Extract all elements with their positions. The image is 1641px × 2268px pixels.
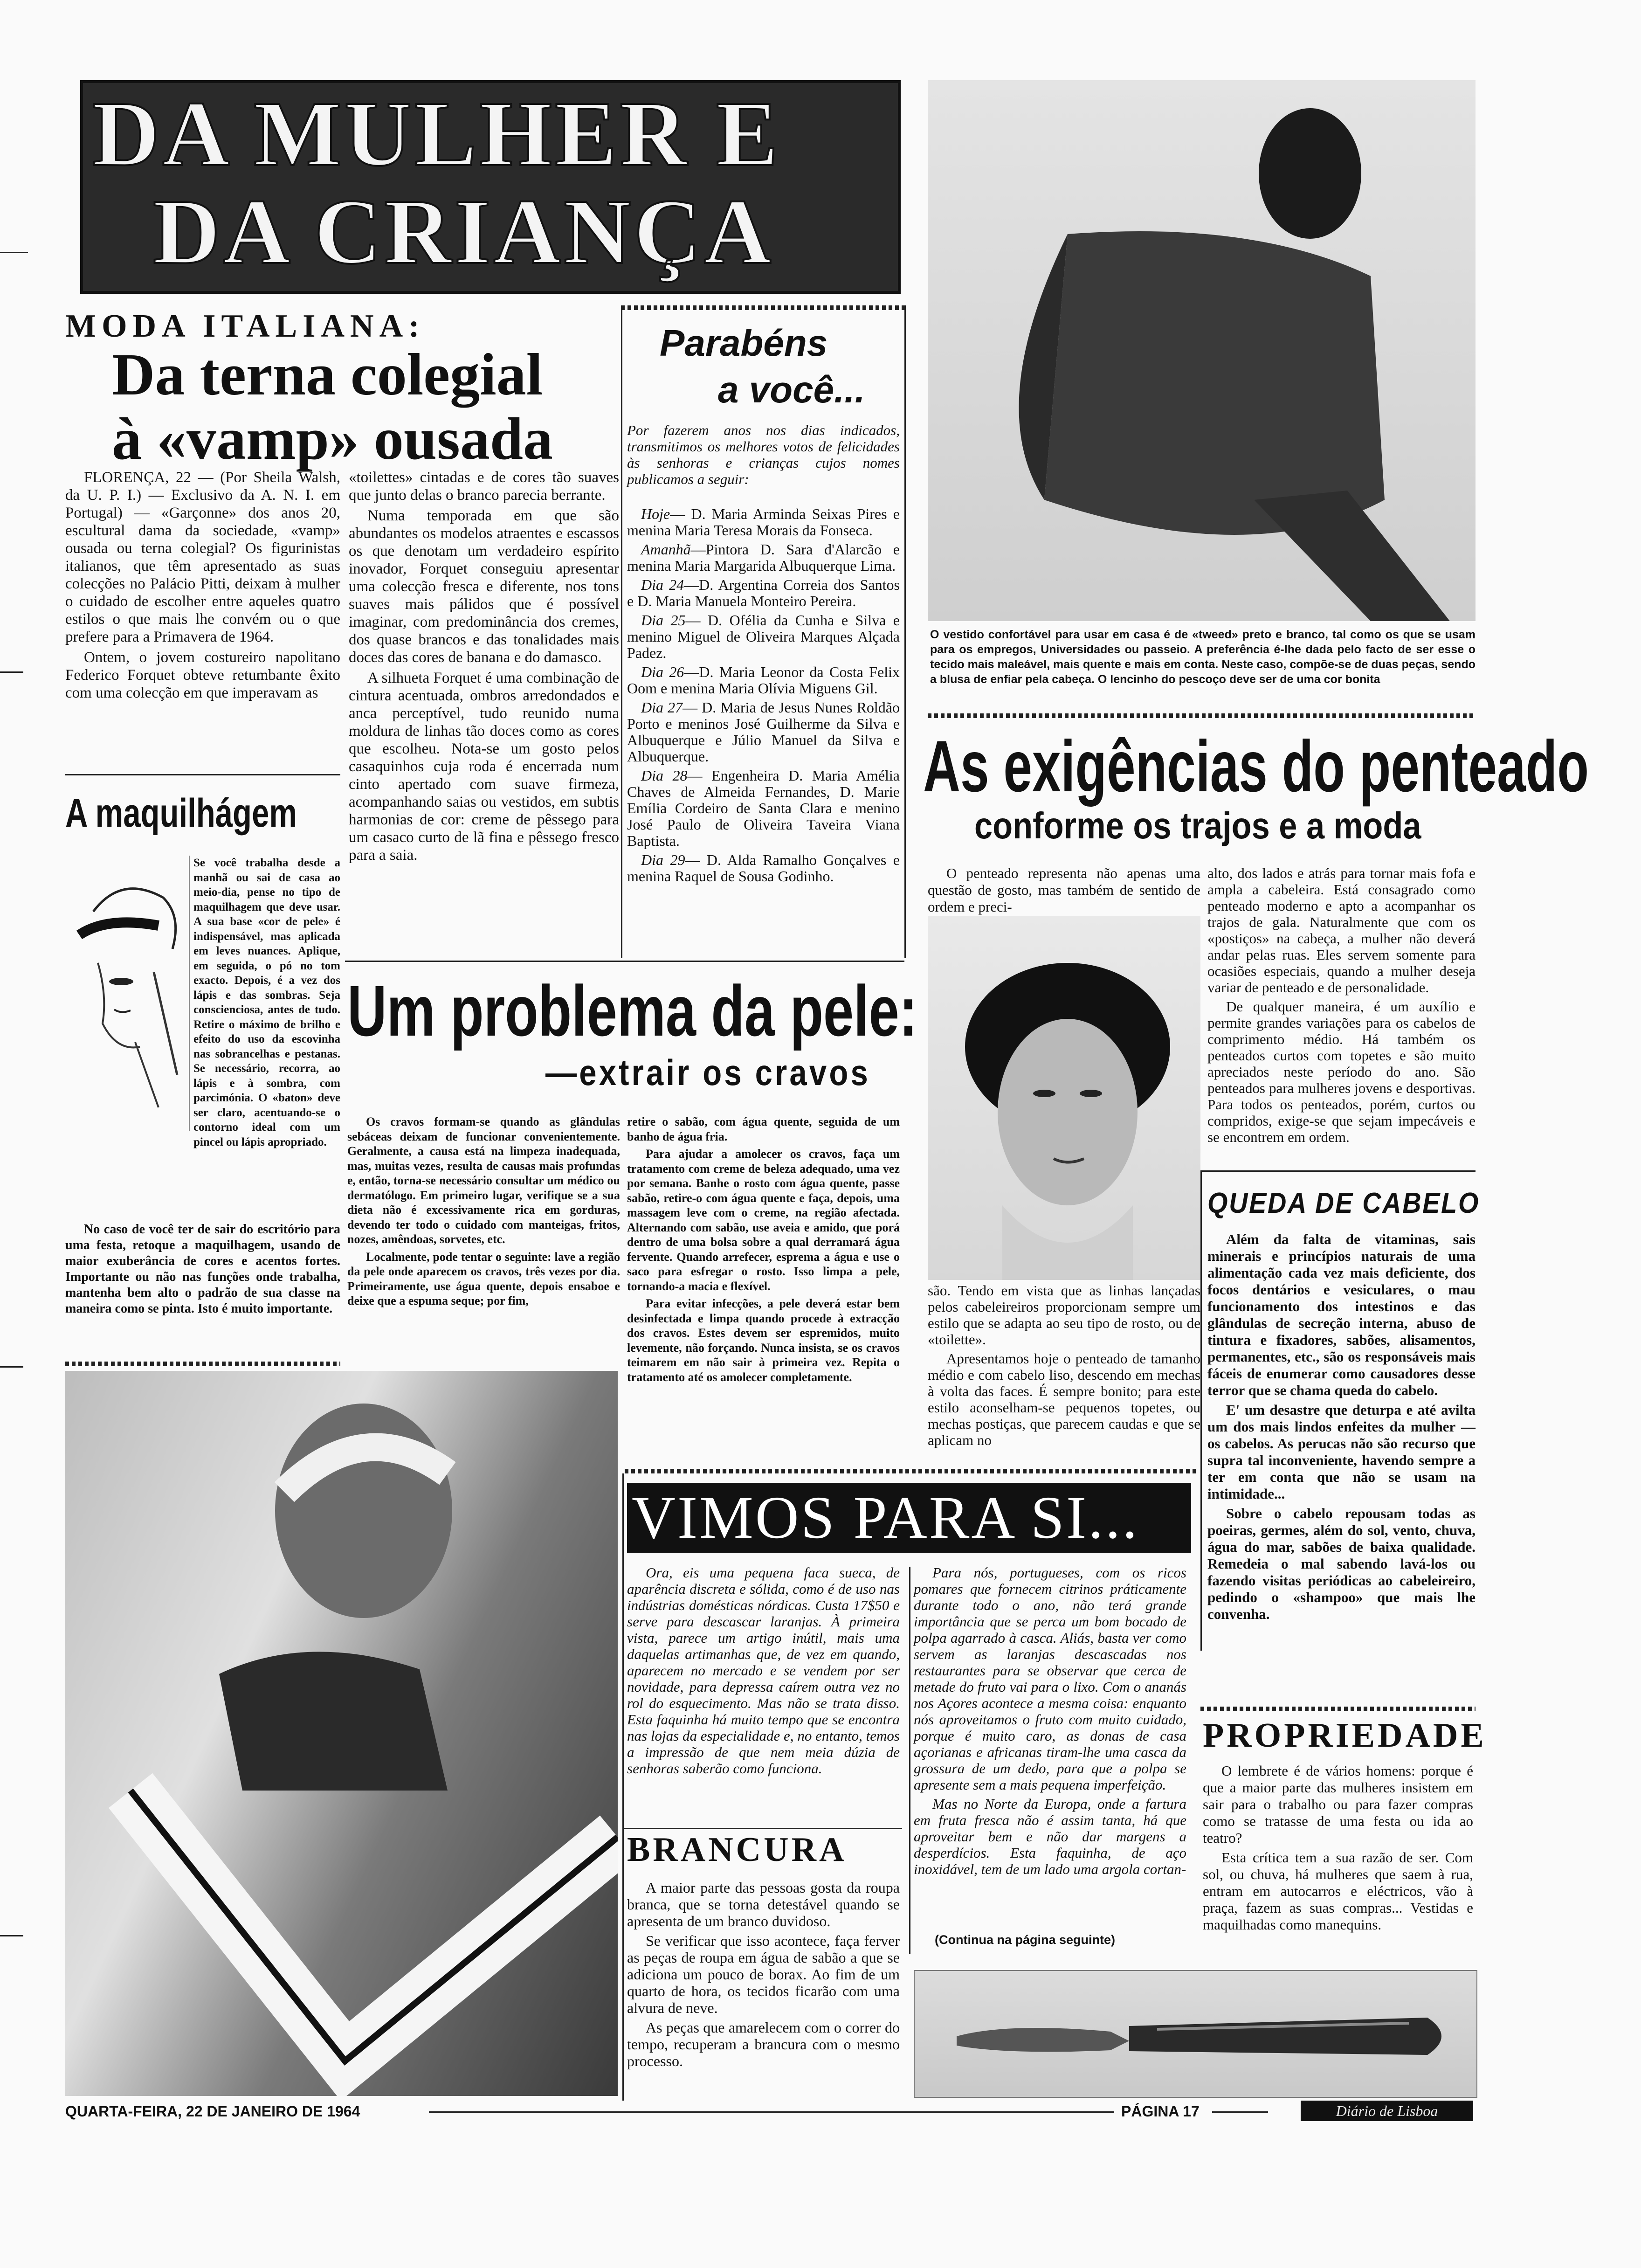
queda-rule (1200, 1170, 1476, 1172)
parabens-names: — Engenheira D. Maria Amélia Chaves de Almeida Fernandes, D. Marie Emília Cordeiro de Santa Clara e menino José Paulo de Oliveira Taveira Viana Baptista. (627, 767, 900, 849)
parabens-day: Dia 28 (641, 767, 688, 784)
parabens-day: Dia 27 (641, 699, 683, 716)
pele-rule-top (345, 961, 904, 962)
column-rule (909, 1567, 910, 1954)
banner-line-1: DA MULHER E (92, 83, 781, 186)
propriedade-paragraph: Esta crítica tem a sua razão de ser. Com sol, ou chuva, há mulheres que saem à rua, entram em autocarros e eléctricos, vão à praça, fazem as suas compras... Vestidas e maquilhadas como manequins. (1203, 1849, 1473, 1933)
propriedade-border (1200, 1707, 1476, 1711)
parabens-day: Dia 24 (641, 576, 684, 593)
footer-date: QUARTA-FEIRA, 22 DE JANEIRO DE 1964 (65, 2103, 360, 2120)
queda-paragraph: Sobre o cabelo repousam todas as poeiras, germes, além do sol, vento, chuva, água do mar, sabões de baixa qualidade. Remedeia o mal sabendo lavá-los ou fazendo visitas periódicas ao cabeleireiro, pedindo o «shampoo» que mais lhe convenha. (1207, 1505, 1476, 1622)
pele-paragraph: Para ajudar a amolecer os cravos, faça um tratamento com creme de beleza adequado, uma vez por semana. Banhe o rosto com água quente, passe sabão, retire-o com água quente e faça, depois, uma massagem leve com o creme, na região afectada. Alternando com sabão, use aveia e amido, que porá dentro de uma bolsa sobre a qual derramará água fervente. Quando arrefecer, esprema a água e use o saco para esfregar o rosto. Isso limpa a pele, tornando-a macia e flexível. (627, 1147, 900, 1293)
footer-masthead: Diário de Lisboa (1301, 2101, 1473, 2121)
penteado-paragraph: De qualquer maneira, é um auxílio e permite grandes variações para os cabelos de comprimento médio. Há também os penteados curtos com topetes e são muito apreciados neste período do ano. São penteados para mulheres jovens e desportivas. Para todos os penteados, porém, curtos ou compridos, exige-se que sejam impecáveis e se encontrem em ordem. (1207, 998, 1476, 1145)
pele-paragraph: retire o sabão, com água quente, seguida de um banho de água fria. (627, 1115, 900, 1143)
penteado-column-1 (928, 1282, 1200, 1451)
woman-with-collar-illustration-icon (65, 1371, 618, 2096)
vimos-column-1: Ora, eis uma pequena faca sueca, de aparência discreta e sólida, como é de uso nas indústrias domésticas nórdicas. Custa 17$50 e serve para descascar laranjas. À primeira vista, parece um artigo inútil, mais uma daquelas artimanhas que, de vez em quando, aparecem no mercado e se vendem por ser novidade, para depressa caírem outra vez no rol do esquecimento. Mas não se trata disso. Esta faquinha há muito tempo que se encontra nas lojas da especialidade e, no entanto, temos a impressão de que nem meia dúzia de senhoras saberão como funciona. (627, 1564, 900, 1777)
brancura-paragraph: A maior parte das pessoas gosta da roupa branca, que se torna detestável quando se apresenta de um branco duvidoso. (627, 1879, 900, 1929)
pele-column-2 (627, 1114, 900, 1387)
pele-title: Um problema da pele: (347, 971, 917, 1051)
queda-paragraph: Além da falta de vitaminas, sais minerais e princípios naturais de uma alimentação cada vez mais deficiente, dos focos dentários e vesiculares, o mau funcionamento dos intestinos e das glândulas de secreção interna, abuso de tintura e fixadores, sabões, alisamentos, permanentes, etc., são os responsáveis mais fáceis de enumerar como causadores desse terror que se chama queda do cabelo. (1207, 1231, 1476, 1398)
pele-paragraph: Localmente, pode tentar o seguinte: lave a região da pele onde aparecem os cravos, três vezes por dia. Primeiramente, use água quente, depois ensaboe e deixe que a espuma seque; por fim, (347, 1250, 620, 1307)
penteado-title: As exigências do penteado (923, 726, 1589, 807)
parabens-title-1: Parabéns (660, 322, 828, 364)
edge-mark (0, 1366, 23, 1368)
maquilhagem-rule (65, 774, 340, 775)
woman-face-sketch-icon (65, 856, 189, 1131)
parabens-border-left (621, 305, 622, 958)
caption-border (928, 713, 1476, 718)
edge-mark (0, 1935, 23, 1936)
vimos-column-2 (914, 1564, 1186, 1880)
moda-column-2 (349, 469, 619, 867)
section-banner (80, 80, 901, 294)
vimos-title: VIMOS PARA SI... (627, 1483, 1191, 1553)
woman-hairstyle-portrait-icon (928, 916, 1200, 1280)
propriedade-title: PROPRIEDADE (1203, 1716, 1487, 1755)
moda-paragraph: FLORENÇA, 22 — (Por Sheila Walsh, da U. P. I.) — Exclusivo da A. N. I. em Portugal) — «Garçonne» dos anos 20, escultural dama da sociedade, «vamp» ousada ou terna colegial? Os figurinistas italianos, que têm apresentado as suas colecções no Palácio Pitti, deixam à mulher o cuidado de escolher entre aqueles quatro estilos o que mais lhe convém ou o que prefere para a Primavera de 1964. (65, 469, 340, 645)
tweed-photo-caption: O vestido confortável para usar em casa é de «tweed» preto e branco, tal como os que se usam para os empregos, Universidades ou passeio. A preferência é-lhe dada pelo facto de ser esse o tecido mais maleável, mais quente e mais em conta. Neste caso, compõe-se de duas peças, sendo a blusa de enfiar pela cabeça. O lencinho do pescoço deve ser de uma cor bonita (930, 628, 1476, 686)
makeup-illustration (65, 856, 190, 1131)
pele-subtitle: —extrair os cravos (545, 1052, 870, 1093)
maquilhagem-border-bottom (65, 1362, 340, 1366)
parabens-day: Amanhã (641, 541, 691, 558)
parabens-names: —Pintora D. Sara d'Alarcão e menina Maria Margarida Albuquerque Lima. (627, 541, 900, 574)
column-rule (622, 1473, 624, 2101)
brancura-paragraph: As peças que amarelecem com o correr do tempo, recuperam a brancura com o mesmo processo. (627, 2019, 900, 2069)
parabens-names: —D. Argentina Correia dos Santos e D. Maria Manuela Monteiro Pereira. (627, 576, 900, 609)
moda-headline-1: Da terna colegial (112, 341, 543, 408)
pele-column-1 (347, 1114, 620, 1311)
knife-photo (914, 1970, 1477, 2098)
seated-woman-illustration-icon (928, 80, 1476, 621)
pele-paragraph: Os cravos formam-se quando as glândulas sebáceas deixam de funcionar convenientemente. Geralmente, a causa está na limpeza inadequada, mas, muitas vezes, resulta de causas mais profundas e, então, torna-se necessário consultar um médico ou dermatólogo. Em primeiro lugar, verifique se a sua dieta não é excessivamente rica em gorduras, devendo ter todo o cuidado com manteigas, fritos, nozes, amêndoas, sorvetes, etc. (347, 1115, 620, 1246)
vimos-paragraph: Mas no Norte da Europa, onde a fartura em fruta fresca não é assim tanta, há que aproveitar bem e não dar margens a desperdícios. Esta faquinha, de aço inoxidável, tem de um lado uma argola cortan- (914, 1796, 1186, 1877)
brancura-title: BRANCURA (627, 1831, 847, 1869)
parabens-names: —D. Maria Leonor da Costa Felix Oom e menina Maria Olívia Miguens Gil. (627, 664, 900, 697)
penteado-col1-top: O penteado representa não apenas uma questão de gosto, mas também de sentido de ordem e preci- (928, 865, 1200, 915)
parabens-intro: Por fazerem anos nos dias indicados, transmitimos os melhores votos de felicidades às senhoras e crianças cujos nomes publicamos a seguir: (627, 422, 900, 487)
queda-rule-left (1200, 1170, 1202, 1651)
parabens-list (627, 506, 900, 887)
brancura-paragraph: Se verificar que isso acontece, faça ferver as peças de roupa em água de sabão a que se adiciona um pouco de borax. Ao fim de um quarto de hora, os tecidos ficarão com uma alvura de neve. (627, 1932, 900, 2016)
model-hat-photo (65, 1371, 618, 2096)
banner-line-2: DA CRIANÇA (153, 180, 774, 284)
queda-title: QUEDA DE CABELO (1207, 1187, 1480, 1219)
moda-paragraph: Ontem, o jovem costureiro napolitano Federico Forquet obteve retumbante êxito com uma colecção em que imperavam as (65, 649, 340, 701)
knife-icon (915, 1971, 1476, 2097)
moda-paragraph: «toilettes» cintadas e de cores tão suaves que junto delas o branco parecia berrante. (349, 469, 619, 504)
hairstyle-photo (928, 916, 1200, 1280)
penteado-paragraph: são. Tendo em vista que as linhas lançadas pelos cabeleireiros proporcionam sempre um estilo que se adapta ao seu tipo de rosto, ou de «toilette». (928, 1282, 1200, 1348)
parabens-names: — D. Maria de Jesus Nunes Roldão Porto e meninos José Guilherme da Silva e Albuquerque e Júlio Manuel da Silva e Albuquerque. (627, 699, 900, 765)
edge-mark (0, 252, 28, 253)
continua-note[interactable]: (Continua na página seguinte) (935, 1933, 1116, 1947)
moda-paragraph: A silhueta Forquet é uma combinação de cintura acentuada, ombros arredondados e anca perceptível, tudo reunido numa moldura de linhas tão doces como as cores que escolheu. Nota-se um gosto pelos casaquinhos cuja roda é encerrada num cinto apertado com suave firmeza, acompanhando saias ou vestidos, em subtis harmonias de cor: creme de pêssego para um casaco curto de lã fina e pêssego fresco para a saia. (349, 670, 619, 864)
propriedade-body (1203, 1763, 1473, 1936)
moda-paragraph: Numa temporada em que são abundantes os modelos atraentes e escassos os que denotam um verdadeiro espírito inovador, Forquet conseguiu apresentar uma colecção fresca e diferente, nos tons suaves mais pálidos que é possível imaginar, com predominância dos cremes, dos quase brancos e das tonalidades mais doces das cores de banana e do damasco. (349, 507, 619, 666)
vimos-border-top (625, 1469, 1196, 1473)
penteado-subtitle: conforme os trajos e a moda (974, 805, 1421, 846)
maquilhagem-body: No caso de você ter de sair do escritório para uma festa, retoque a maquilhagem, usando de maior exuberância de cores e acentos fortes. Importante ou não nas funções onde trabalha, mantenha bem alto o padrão de sua classe na maneira como se pinta. Isto é muito importante. (65, 1222, 340, 1316)
parabens-day: Hoje (641, 505, 670, 522)
vimos-paragraph: Para nós, portugueses, com os ricos pomares que fornecem citrinos práticamente durante todo o ano, não terá grande importância que se perca um bom bocado de polpa agarrado à casca. Aliás, basta ver como servem as laranjas descascadas nos restaurantes para se observar que cerca de metade do fruto vai para o lixo. Com o ananás nos Açores acontece a mesma coisa: enquanto nós aproveitamos o fruto com muito cuidado, porque é muito caro, as donas de casa açorianas e africanas tiram-lhe uma casca da grossura de um dedo, para que a polpa se apresente sem a mais pequena imperfeição. (914, 1564, 1186, 1793)
penteado-paragraph: alto, dos lados e atrás para tornar mais fofa e ampla a cabeleira. Está consagrado como penteado moderno e apto a acompanhar os trajos de gala. Naturalmente que com os «postiços» na cabeça, a mulher não deverá andar pelas ruas. Eles servem somente para ocasiões especiais, quando a mulher deseja variar de penteado e de personalidade. (1207, 865, 1476, 996)
footer-page-number: PÁGINA 17 (1121, 2103, 1200, 2120)
moda-column-1 (65, 469, 340, 705)
parabens-names: — D. Maria Arminda Seixas Pires e menina Maria Teresa Morais da Fonseca. (627, 505, 900, 539)
maquilhagem-title: A maquilhágem (65, 791, 297, 836)
parabens-names: — D. Alda Ramalho Gonçalves e menina Raquel de Sousa Godinho. (627, 851, 900, 885)
propriedade-paragraph: O lembrete é de vários homens: porque é que a maior parte das mulheres insistem em sair para o trabalho ou para fazer compras como se tratasse de uma festa ou ida ao teatro? (1203, 1763, 1473, 1846)
parabens-title-2: a você... (718, 369, 865, 410)
parabens-day: Dia 29 (641, 851, 685, 868)
edge-mark (0, 671, 23, 673)
penteado-paragraph: Apresentamos hoje o penteado de tamanho médio e com cabelo liso, descendo em mechas à volta das faces. É sempre bonito; para este estilo aconselham-se pequenos topetes, ou mechas postiças, que parecem caudas e que se aplicam no (928, 1350, 1200, 1448)
parabens-border-right (904, 305, 906, 958)
brancura-rule (622, 1828, 902, 1829)
tweed-dress-photo (928, 80, 1476, 621)
moda-headline-2: à «vamp» ousada (112, 406, 553, 472)
footer-rule-right (1212, 2111, 1268, 2113)
footer-rule-left (429, 2111, 1114, 2113)
queda-body (1207, 1231, 1476, 1625)
parabens-names: — D. Ofélia da Cunha e Silva e menino Miguel de Oliveira Marques Alçada Padez. (627, 612, 900, 661)
parabens-day: Dia 26 (641, 664, 684, 680)
penteado-column-2 (1207, 865, 1476, 1148)
maquilhagem-side-text: Se você trabalha desde a manhã ou sai de casa ao meio-dia, pense no tipo de maquilhagem que deve usar. A sua base «cor de pele» é indispensável, mas aplicada em leves nuances. Aplique, em seguida, o pó no tom exacto. Depois, é a vez dos lápis e das sombras. Seja conscienciosa, antes de tudo. Retire o máximo de brilho e efeito do uso da escovinha nas sobrancelhas e pestanas. Se necessário, recorra, ao lápis e à sombra, com parcimónia. O «baton» deve ser claro, acentuando-se o contorno ideal com um pincel ou lápis apropriado. (193, 857, 340, 1148)
parabens-border-top (621, 305, 905, 310)
queda-paragraph: E' um desastre que deturpa e até avilta um dos mais lindos enfeites da mulher — os cabelos. As perucas não são recurso que supra tal inconveniente, havendo sempre a ter em conta que não se usam na intimidade... (1207, 1402, 1476, 1502)
pele-paragraph: Para evitar infecções, a pele deverá estar bem desinfectada e limpa quando procede à extracção dos cravos. Estes devem ser espremidos, muito levemente, não forçando. Nunca insista, se os cravos teimarem em não sair à primeira vez. Repita o tratamento até os amolecer completamente. (627, 1297, 900, 1384)
moda-kicker: MODA ITALIANA: (65, 308, 425, 344)
brancura-body (627, 1879, 900, 2072)
parabens-day: Dia 25 (641, 612, 686, 629)
